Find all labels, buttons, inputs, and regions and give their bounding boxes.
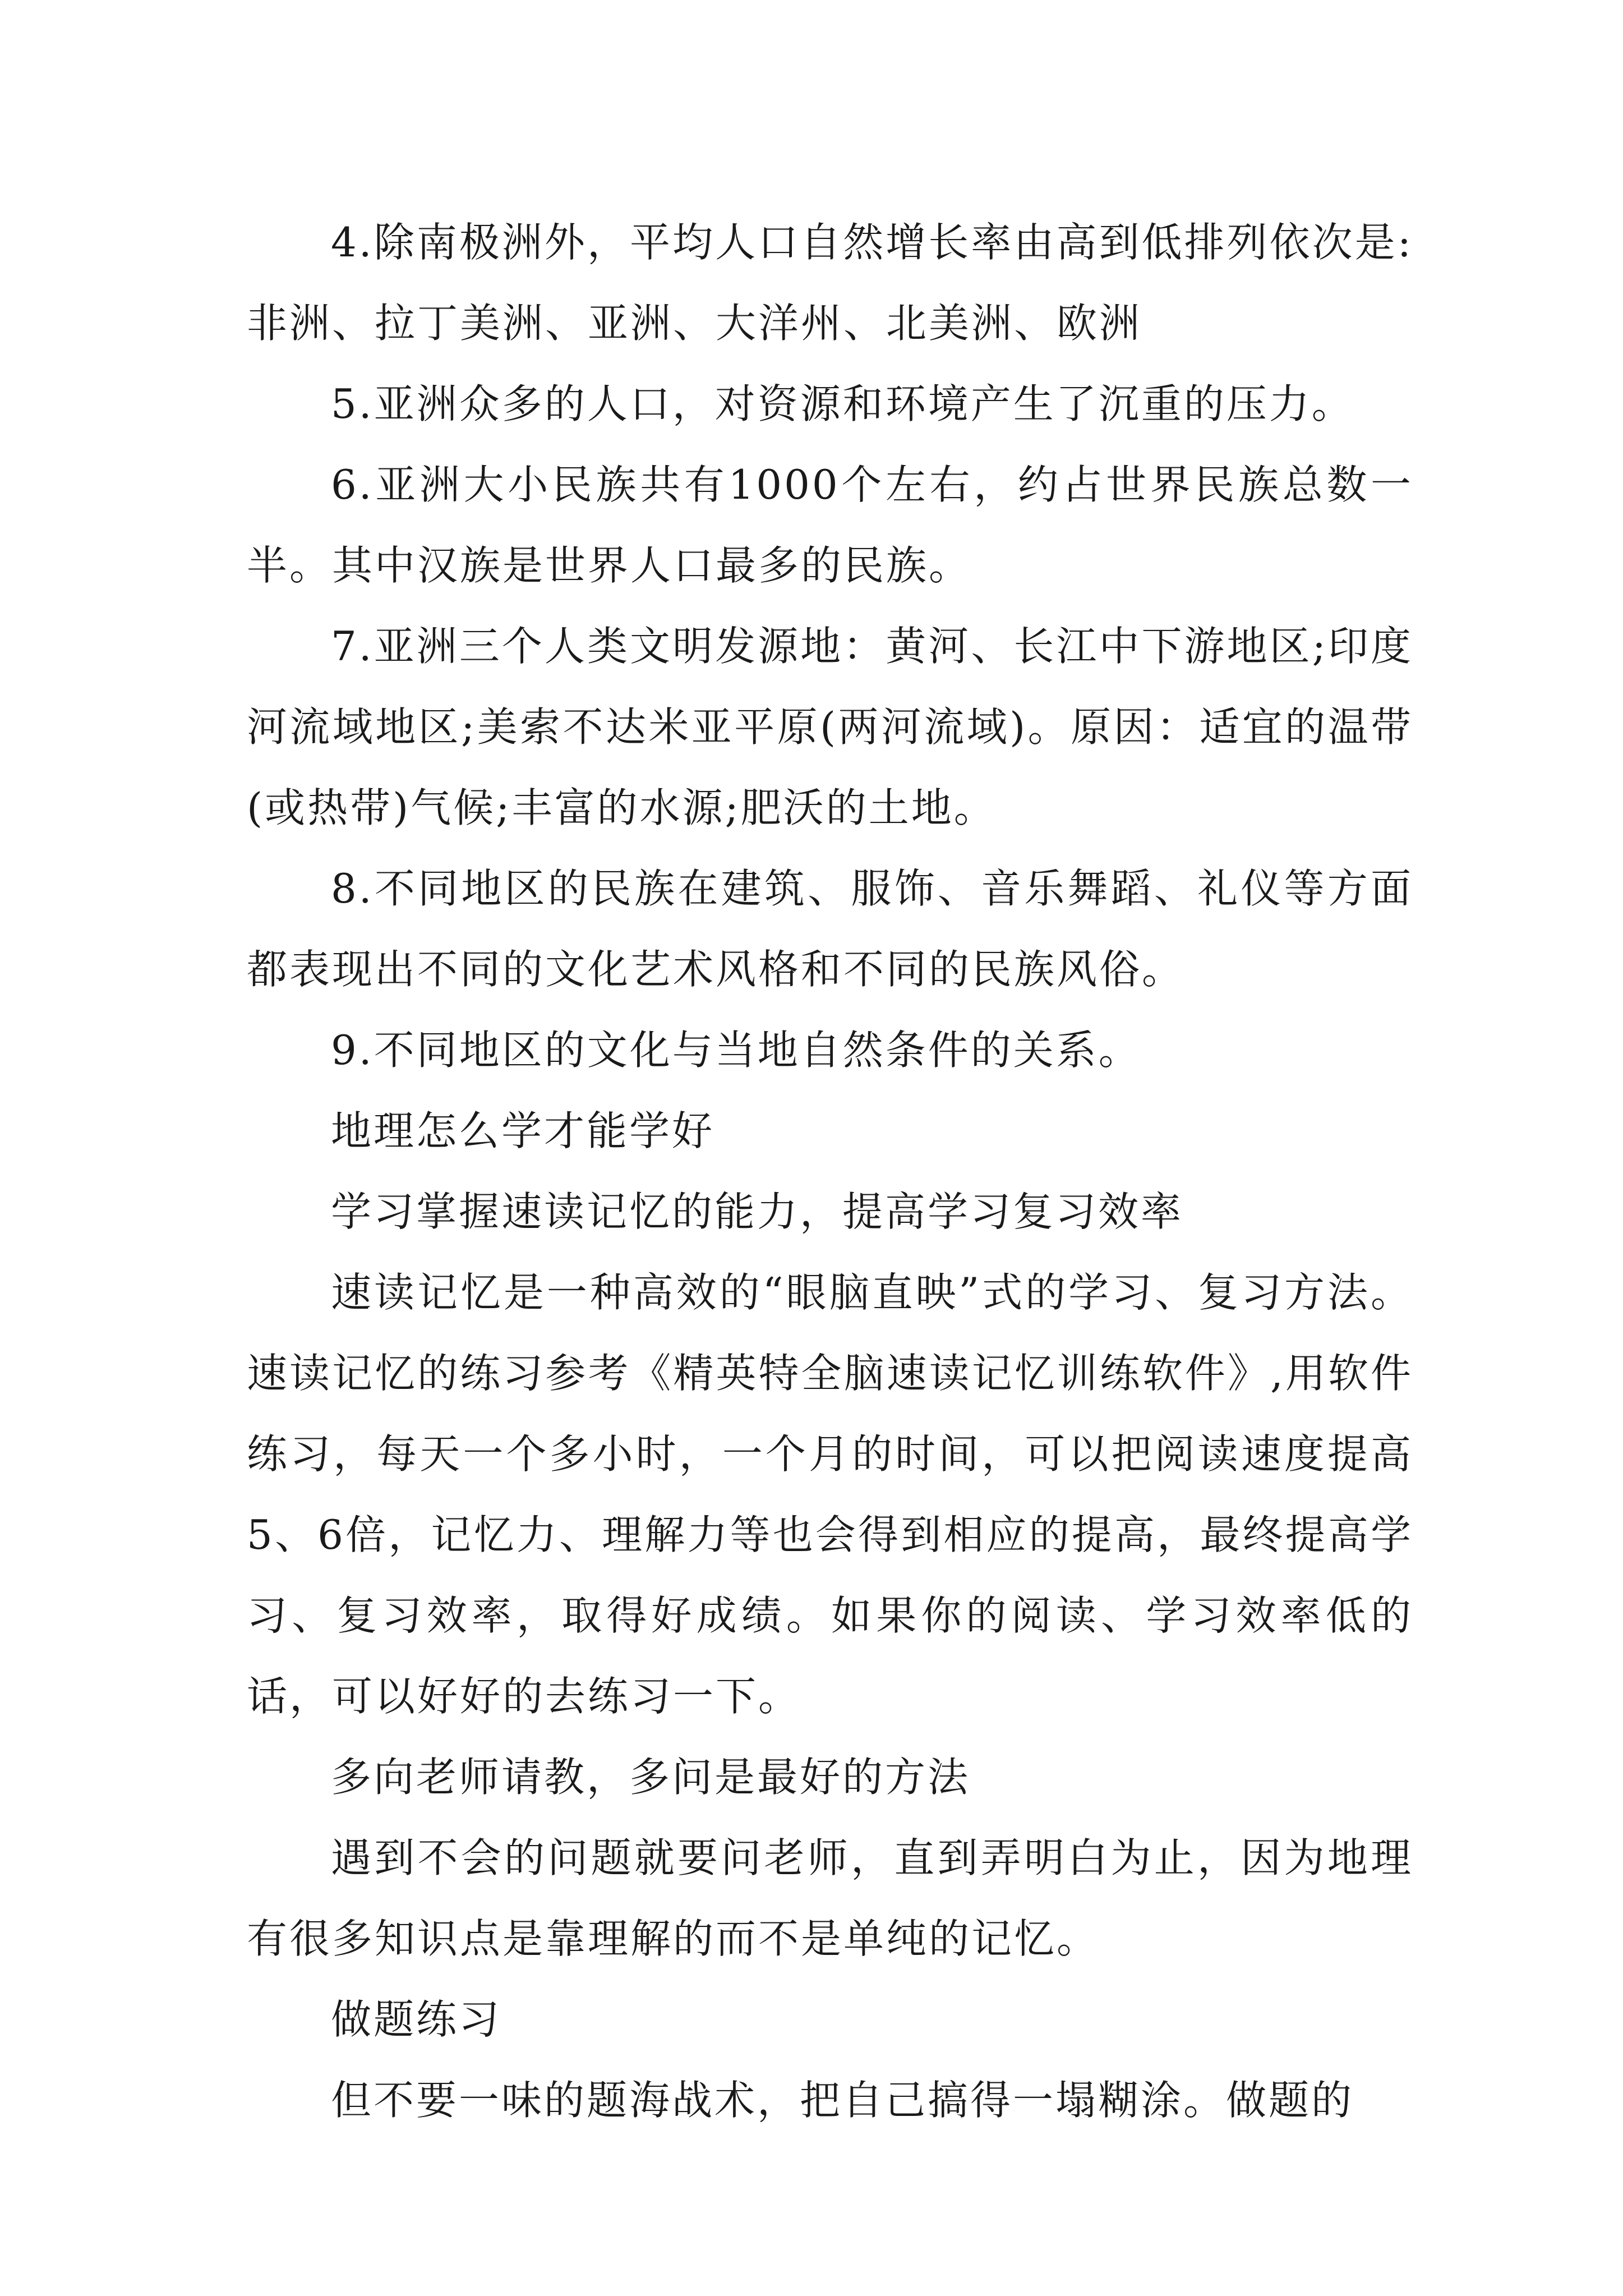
subheading-ask-teacher: 多向老师请教，多问是最好的方法 — [331, 1754, 971, 1801]
paragraph-item-7: 7.亚洲三个人类文明发源地：黄河、长江中下游地区;印度河流域地区;美索不达米亚平原(两河流域)。原因：适宜的温带(或热带)气候;丰富的水源;肥沃的土地。 — [247, 623, 1413, 831]
paragraph-ask-teacher: 遇到不会的问题就要问老师，直到弄明白为止，因为地理有很多知识点是靠理解的而不是单纯的记忆。 — [247, 1834, 1413, 1962]
paragraph-item-8: 8.不同地区的民族在建筑、服饰、音乐舞蹈、礼仪等方面都表现出不同的文化艺术风格和不同的民族风俗。 — [247, 865, 1413, 993]
document-body — [247, 202, 1413, 2141]
section-heading-how-to-learn: 地理怎么学才能学好 — [331, 1107, 715, 1154]
paragraph-item-9: 9.不同地区的文化与当地自然条件的关系。 — [331, 1027, 1141, 1074]
paragraph-speed-reading: 速读记忆是一种高效的“眼脑直映”式的学习、复习方法。速读记忆的练习参考《精英特全脑速读记忆训练软件》,用软件练习，每天一个多小时，一个月的时间，可以把阅读速度提高5、6倍，记忆力、理解力等也会得到相应的提高，最终提高学习、复习效率，取得好成绩。如果你的阅读、学习效率低的话，可以好好的去练习一下。 — [247, 1269, 1413, 1720]
subheading-practice: 做题练习 — [331, 1996, 502, 2043]
paragraph-practice: 但不要一味的题海战术，把自己搞得一塌糊涂。做题的 — [331, 2077, 1354, 2124]
subheading-speed-reading: 学习掌握速读记忆的能力，提高学习复习效率 — [331, 1188, 1184, 1235]
paragraph-item-4: 4.除南极洲外，平均人口自然增长率由高到低排列依次是:非洲、拉丁美洲、亚洲、大洋州、北美洲、欧洲 — [247, 219, 1413, 347]
paragraph-item-5: 5.亚洲众多的人口，对资源和环境产生了沉重的压力。 — [331, 380, 1354, 427]
paragraph-item-6: 6.亚洲大小民族共有1000个左右，约占世界民族总数一半。其中汉族是世界人口最多的民族。 — [247, 461, 1413, 589]
